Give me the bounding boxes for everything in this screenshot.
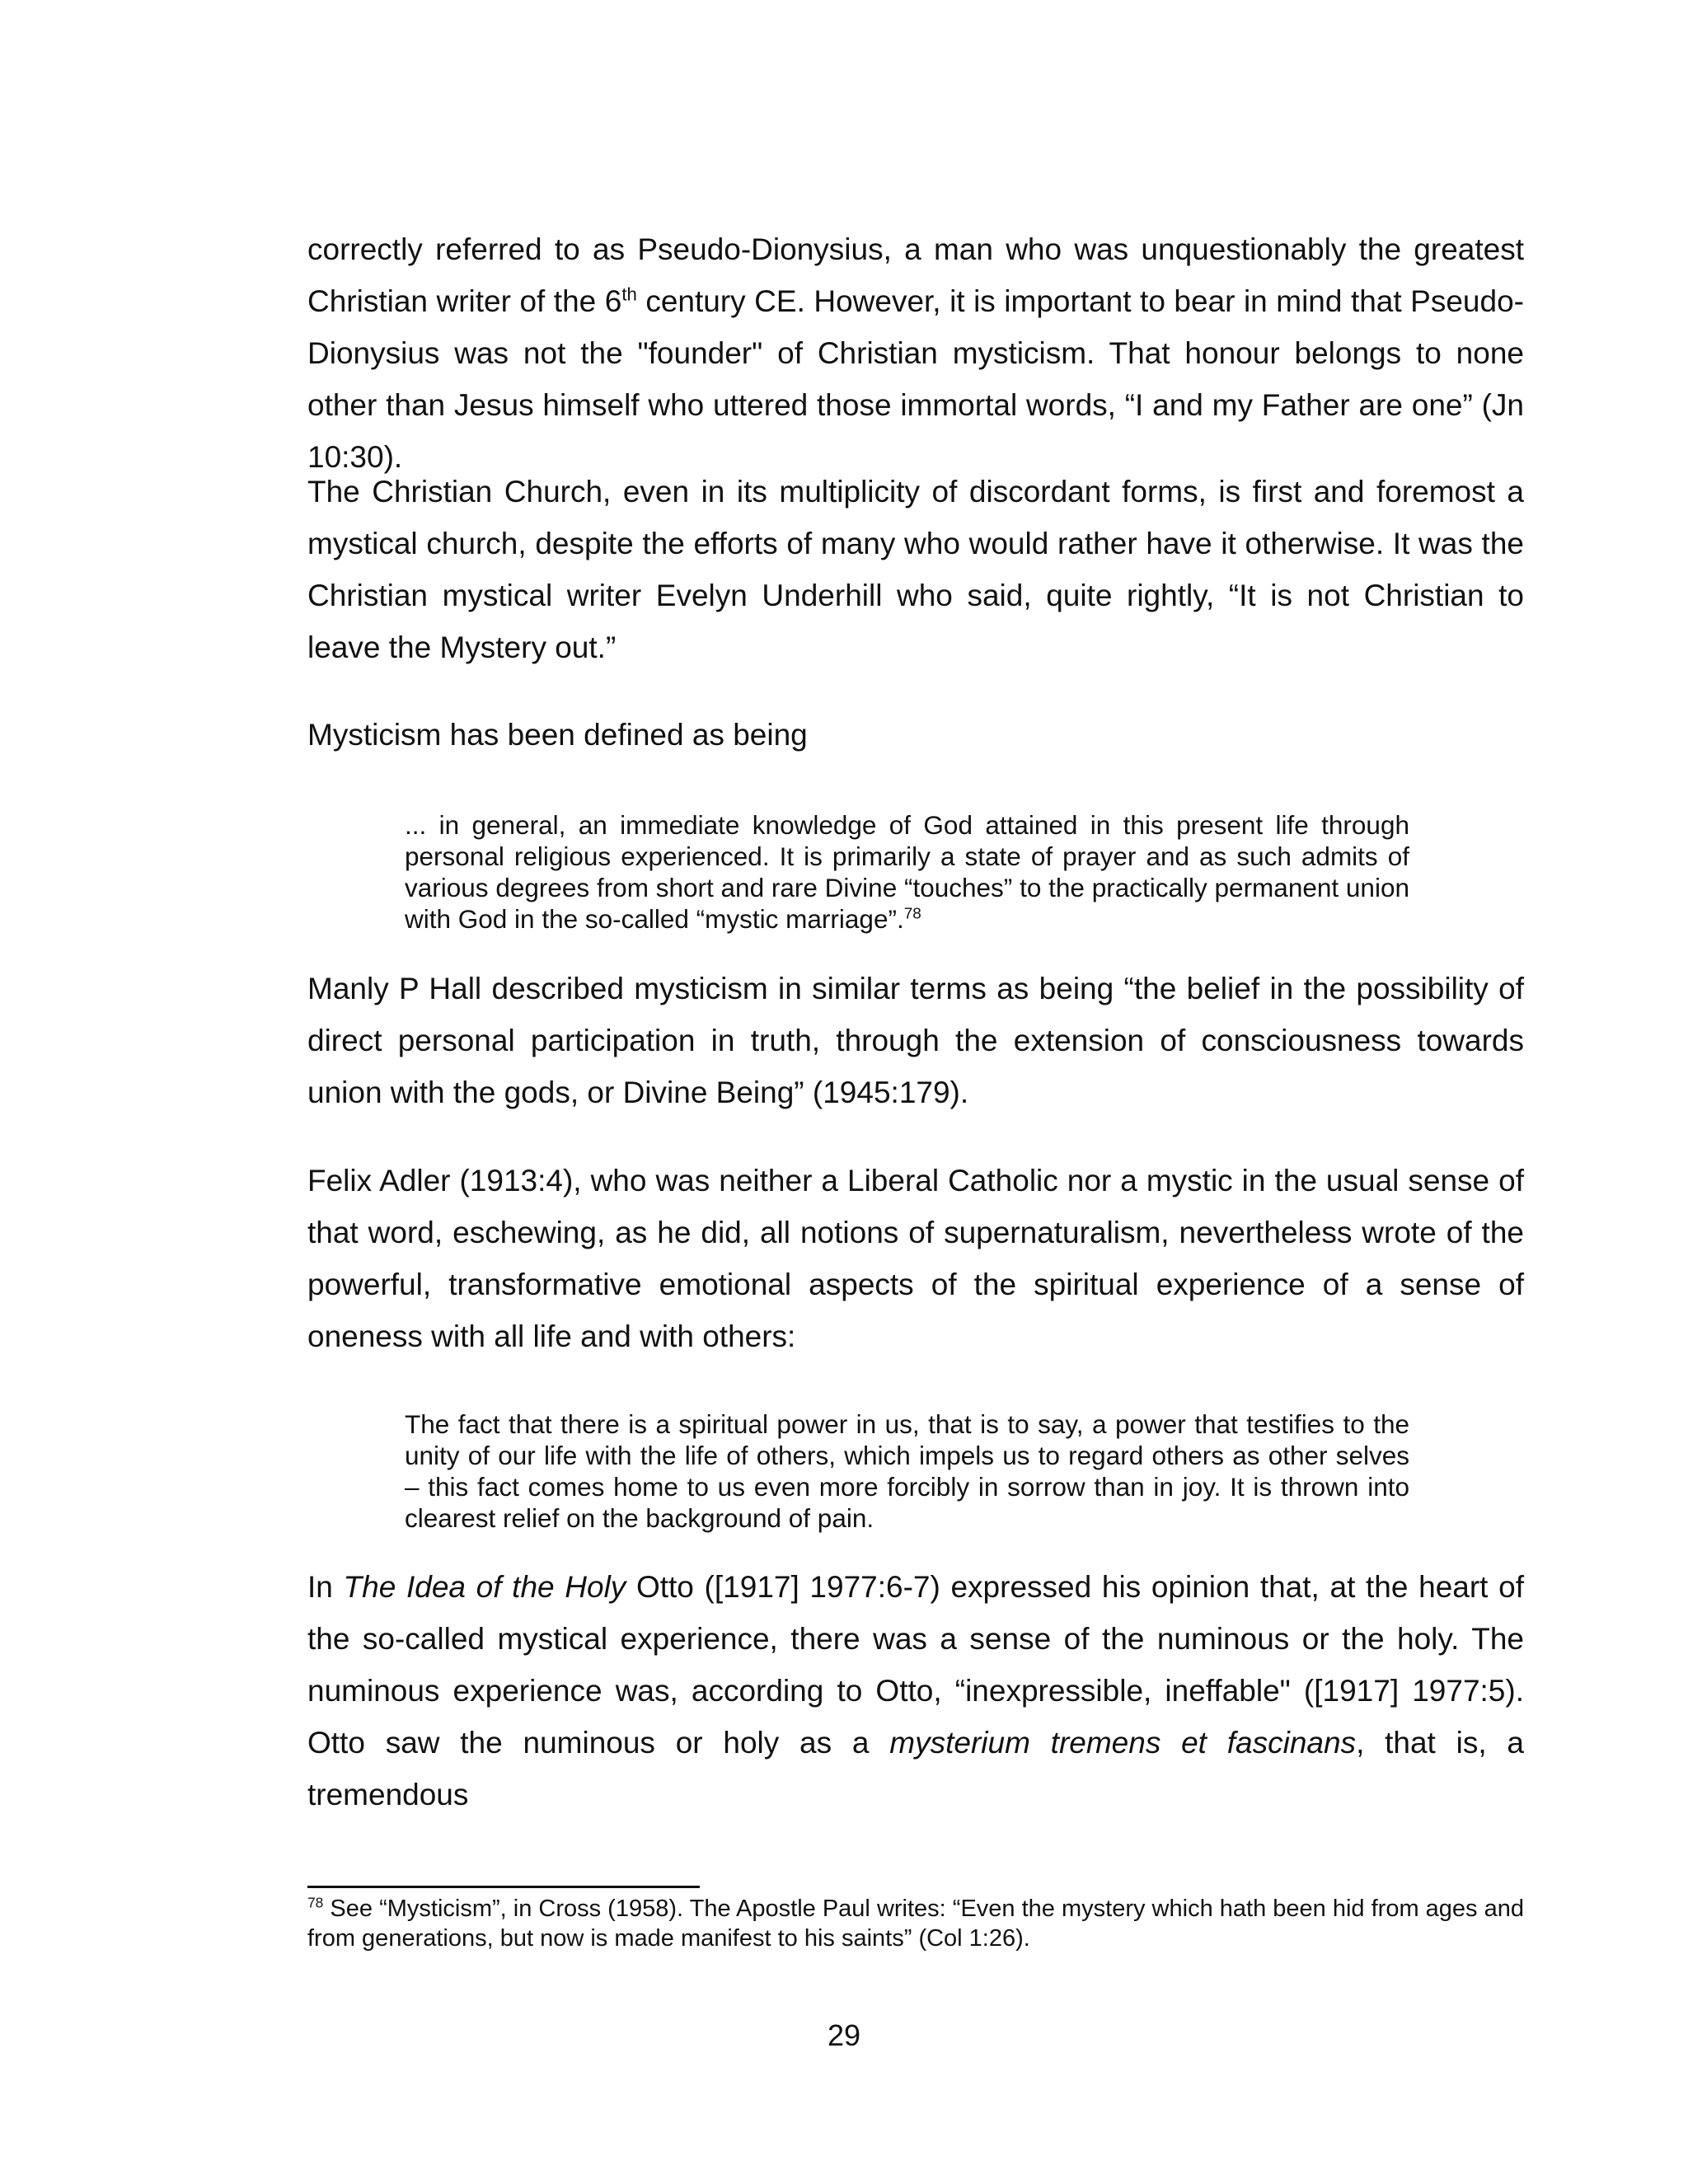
paragraph-text: Felix Adler (1913:4), who was neither a Liberal Catholic nor a mystic in the usual sense of that word, eschewing, as he did, all notions of supernaturalism, nevertheless wrote of the powerful, transformative emotional aspects of the spiritual experience of a sense of oneness with all life and with others: [307,1164,1524,1353]
paragraph-text: Manly P Hall described mysticism in similar terms as being “the belief in the possibility of direct personal participation in truth, through the extension of consciousness towards union with the gods, or Divine Being” (1945:179). [307,972,1524,1109]
footnote-number: 78 [307,1894,324,1911]
footnote-reference: 78 [903,905,921,923]
block-quote-adler [405,1408,1409,1534]
latin-phrase: mysterium tremens et fascinans [889,1726,1357,1760]
paragraph-text: Mysticism has been defined as being [307,718,808,752]
paragraph-felix-adler [307,1155,1524,1362]
ordinal-superscript: th [621,284,637,305]
paragraph-text: The Christian Church, even in its multiplicity of discordant forms, is first and foremost a mystical church, despite the efforts of many who would rather have it otherwise. It was the Christian mystical writer Evelyn Underhill who said, quite rightly, “It is not Christian to leave the Mystery out.” [307,475,1524,664]
quote-text: The fact that there is a spiritual power in us, that is to say, a power that testifies to the unity of our life with the life of others, which impels us to regard others as other selves – this fact comes home to us even more forcibly in sorrow than in joy. It is thrown into clearest relief on the background of pain. [405,1409,1409,1533]
paragraph-text: In [307,1570,344,1604]
footnote-separator [307,1886,700,1888]
paragraph-text: century CE. However, it is important to bear in mind that Pseudo-Dionysius was not the "founder" of Christian mysticism. That honour belongs to none other than Jesus himself who uttered those immortal words, “I and my Father are one” (Jn 10:30). [307,284,1524,474]
quote-text: ... in general, an immediate knowledge of God attained in this present life through personal religious experienced. It is primarily a state of prayer and as such admits of various degrees from short and rare Divine “touches” to the practically permanent union with God in the so-called “mystic marriage”. [405,810,1409,934]
page-number: 29 [827,2018,861,2052]
paragraph-text: Otto ([1917] 1977:6-7) expressed his opinion that, at the heart of the so-called mystical experience, there was a sense of the numinous or the holy. The numinous experience was, according to Otto, “inexpressible, ineffable" ([1917] 1977:5). Otto saw the numinous or holy as a [307,1570,1524,1760]
paragraph-christian-church [307,466,1524,673]
paragraph-text: , that is, a tremendous [307,1726,1524,1811]
paragraph-mysticism-defined [307,709,1524,761]
footnote-78 [307,1894,1524,1953]
paragraph-otto [307,1561,1524,1821]
footnote-text: See “Mysticism”, in Cross (1958). The Apostle Paul writes: “Even the mystery which hath been hid from ages and from generations, but now is made manifest to his saints” (Col 1:26). [307,1896,1524,1952]
paragraph-manly-p-hall [307,963,1524,1118]
block-quote-mysticism [405,809,1409,935]
paragraph-pseudo-dionysius [307,223,1524,483]
paragraph-text: correctly referred to as Pseudo-Dionysius, a man who was unquestionably the greatest Christian writer of the 6 [307,232,1524,318]
book-title: The Idea of the Holy [343,1570,626,1604]
